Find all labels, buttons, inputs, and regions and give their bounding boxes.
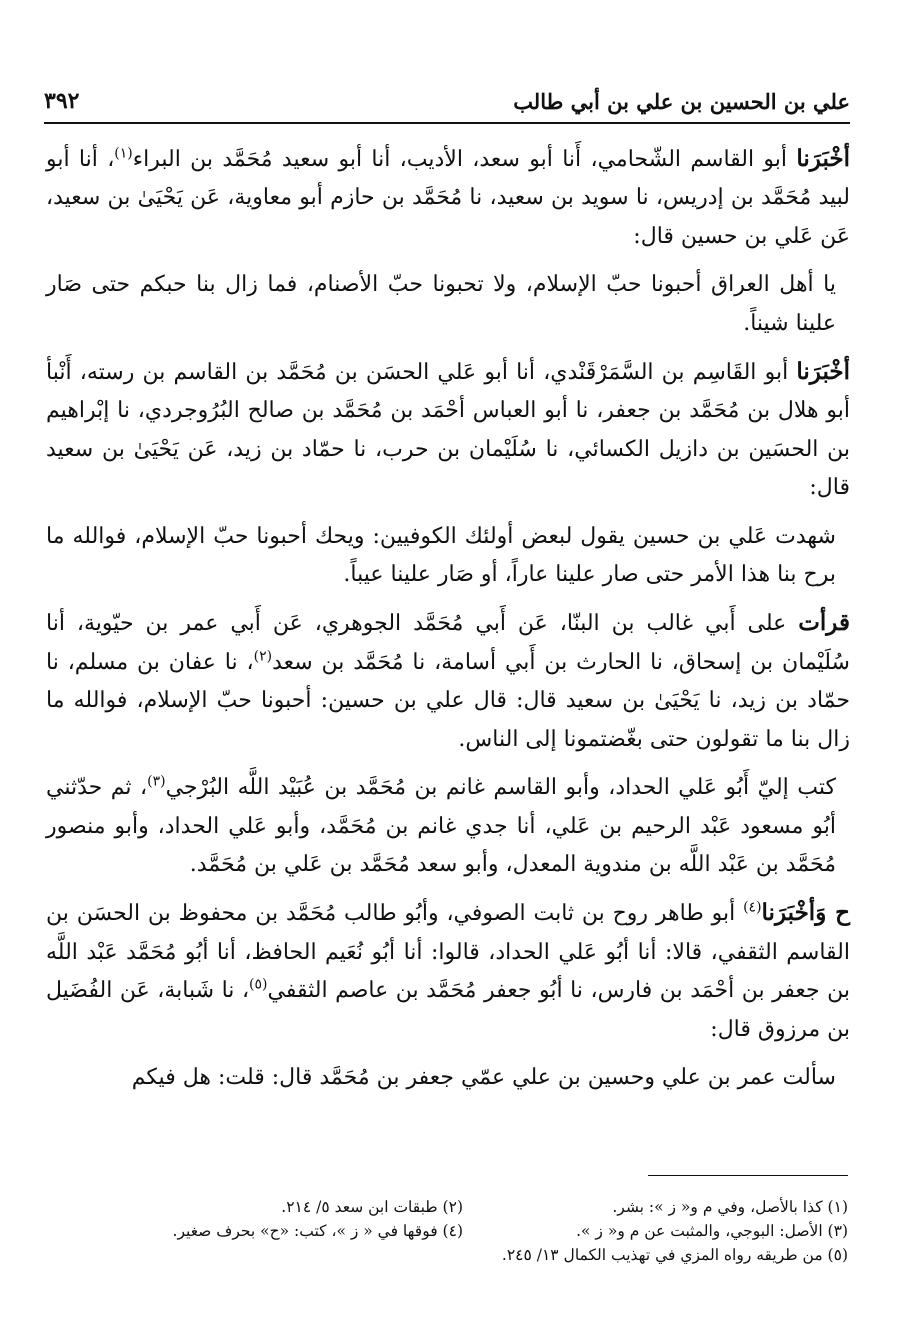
running-title: علي بن الحسين بن علي بن أبي طالب	[513, 89, 850, 114]
paragraph-text: يا أهل العراق أحبونا حبّ الإسلام، ولا تحبونا حبّ الأصنام، فما زال بنا حبكم حتى صَار علينا شيناً.	[46, 272, 836, 336]
paragraph-8	[46, 1059, 850, 1097]
paragraph-3	[46, 353, 850, 508]
paragraph-2	[46, 266, 850, 343]
paragraph-6	[46, 769, 850, 884]
paragraph-text: كتب إليّ أَبُو عَلي الحداد، وأبو القاسم غانم بن مُحَمَّد بن عُبَيْد اللَّه البُرْجي	[165, 775, 836, 801]
footnote-empty	[78, 1243, 463, 1267]
footnote-marker: (٥)	[249, 976, 268, 993]
main-text	[46, 140, 850, 1107]
paragraph-text: أبو القَاسِم بن السَّمَرْقَنْدي، أنا أبو عَلي الحسَن بن مُحَمَّد بن القاسم بن رسته، أَنْبأ أبو هلال بن مُحَمَّد بن جعفر، نا أبو العباس أحْمَد بن مُحَمَّد بن صالح البُرُوجردي، نا إبْراهيم بن الحسَين بن دازيل الكسائي، نا سُلَيْمان بن حرب، نا حمّاد بن زيد، عَن يَحْيَىٰ بن سعيد قال:	[46, 360, 850, 501]
footnote-5: (٥) من طريقه رواه المزي في تهذيب الكمال ١٣/ ٢٤٥.	[501, 1246, 848, 1264]
footnote-marker: (١)	[114, 145, 133, 162]
footnote-marker: (٤)	[743, 899, 762, 916]
footnote-3: (٣) الأصل: البوجي، والمثبت عن م و« ز ».	[576, 1222, 848, 1240]
footnote-1: (١) كذا بالأصل، وفي م و« ز »: بشر.	[612, 1198, 848, 1216]
paragraph-text: أبو طاهر روح بن ثابت الصوفي، وأبُو طالب مُحَمَّد بن محفوظ بن الحسَن بن القاسم الثقفي، قالا: أنا أبُو عَلي الحداد، قالوا: أنا أبُو نُعَيم الحافظ، أنا أبُو مُحَمَّد عَبْد اللَّه بن جعفر بن أحْمَد بن فارس، نا أبُو جعفر مُحَمَّد بن عاصم الثقفي	[46, 901, 850, 1004]
paragraph-lead: أخْبَرَنا	[796, 145, 850, 172]
paragraph-1	[46, 140, 850, 256]
footnote-row	[78, 1219, 848, 1243]
paragraph-lead: قرأت	[798, 609, 850, 637]
footnote-row	[78, 1195, 848, 1219]
paragraph-4	[46, 518, 850, 595]
paragraph-7	[46, 894, 850, 1049]
footnote-row	[78, 1243, 848, 1267]
paragraph-text: على أَبي غالب بن البنّا، عَن أَبي مُحَمَّد الجوهري، عَن أَبي عمر بن حيّوية، أنا سُلَيْمان بن إسحاق، نا الحارث بن أَبي أسامة، نا مُحَمَّد بن سعد	[46, 611, 850, 675]
header-rule	[44, 122, 850, 124]
paragraph-lead: أخْبَرَنا	[796, 358, 850, 386]
paragraph-text: شهدت عَلي بن حسين يقول لبعض أولئك الكوفيين: ويحك أحبونا حبّ الإسلام، فوالله ما برح بنا هذا الأمر حتى صار علينا عاراً، أو صَار علينا عيباً.	[46, 523, 836, 588]
footnote-marker: (٢)	[253, 648, 273, 665]
footnotes	[78, 1195, 848, 1267]
footnote-rule	[648, 1175, 848, 1176]
page-number: ٣٩٢	[44, 88, 80, 114]
paragraph-text-tail: ، نا عفان بن مسلم، نا حمّاد بن زيد، نا يَحْيَىٰ بن سعيد قال: قال علي بن حسين: أحبونا حبّ الإسلام، فوالله ما زال بنا ما تقولون حتى بغّضتمونا إلى الناس.	[46, 649, 850, 752]
paragraph-lead: ح وَأخْبَرَنا	[761, 899, 850, 927]
paragraph-text-tail: ، ثم حدّثني أبُو مسعود عَبْد الرحيم بن عَلي، أنا جدي غانم بن مُحَمَّد، وأبو عَلي الحداد، وأبو منصور مُحَمَّد بن عَبْد اللَّه بن مندوية المعدل، وأبو سعد مُحَمَّد بن عَلي بن مُحَمَّد.	[46, 775, 836, 877]
footnote-2: (٢) طبقات ابن سعد ٥/ ٢١٤.	[281, 1198, 463, 1216]
paragraph-text-tail: ، نا شَبابة، عَن الفُضَيل بن مرزوق قال:	[46, 978, 850, 1042]
footnote-4: (٤) فوقها في « ز »، كتب: «ح» بحرف صغير.	[172, 1222, 463, 1240]
page-header	[44, 78, 850, 114]
footnote-marker: (٣)	[147, 773, 166, 790]
paragraph-5	[46, 604, 850, 759]
paragraph-text: سألت عمر بن علي وحسين بن علي عمّي جعفر بن مُحَمَّد قال: قلت: هل فيكم	[131, 1064, 836, 1090]
paragraph-text: أبو القاسم الشّحامي، أَنا أبو سعد، الأديب، أنا أبو سعيد مُحَمَّد بن البراء	[132, 147, 797, 172]
paragraph-text-tail: ، أنا أبو لبيد مُحَمَّد بن إدريس، نا سويد بن سعيد، نا مُحَمَّد بن حازم أبو معاوية، عَن يَحْيَىٰ بن سعيد، عَن عَلي بن حسين قال:	[46, 147, 850, 249]
